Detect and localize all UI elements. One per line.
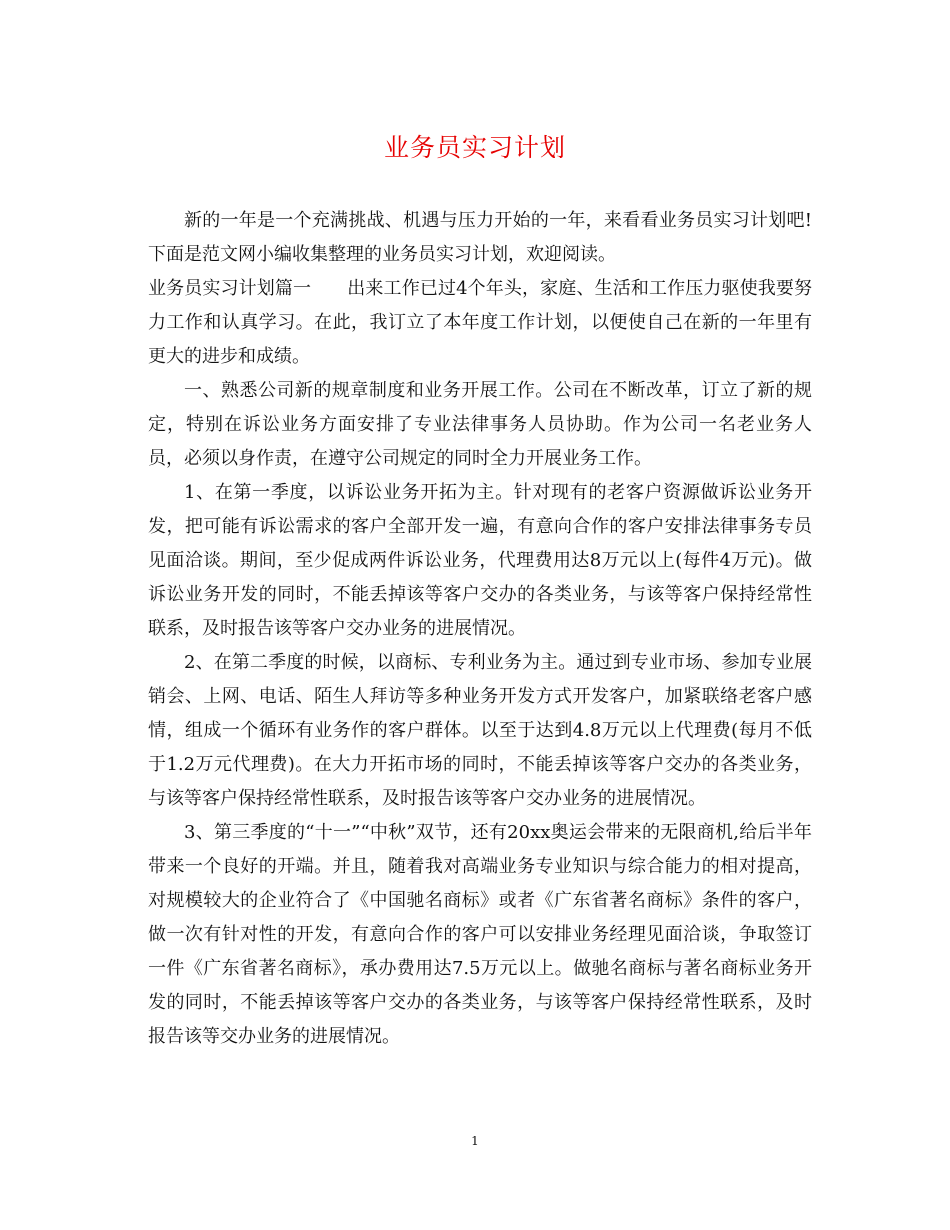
section-text: 出来工作已过4个年头，家庭、生活和工作压力驱使我要努力工作和认真学习。在此，我订立了本年度工作计划，以便使自己在新的一年里有更大的进步和成绩。 bbox=[148, 278, 812, 367]
body-paragraph-1: 一、熟悉公司新的规章制度和业务开展工作。公司在不断改革，订立了新的规定，特别在诉讼业务方面安排了专业法律事务人员协助。作为公司一名老业务人员，必须以身作责，在遵守公司规定的同时全力开展业务工作。 bbox=[148, 380, 812, 469]
page-title: 业务员实习计划 bbox=[383, 133, 566, 162]
section-heading: 业务员实习计划篇一 bbox=[148, 278, 312, 299]
body-paragraph-3: 2、在第二季度的时候，以商标、专利业务为主。通过到专业市场、参加专业展销会、上网、电话、陌生人拜访等多种业务开发方式开发客户，加紧联络老客户感情，组成一个循环有业务作的客户群体。以至于达到4.8万元以上代理费(每月不低于1.2万元代理费)。在大力开拓市场的同时，不能丢掉该等客户交办的各类业务，与该等客户保持经常性联系，及时报告该等客户交办业务的进展情况。 bbox=[148, 652, 812, 809]
intro-paragraph: 新的一年是一个充满挑战、机遇与压力开始的一年，来看看业务员实习计划吧!下面是范文网小编收集整理的业务员实习计划，欢迎阅读。 bbox=[148, 210, 812, 265]
body-paragraph-4: 3、第三季度的“十一”“中秋”双节，还有20xx奥运会带来的无限商机,给后半年带来一个良好的开端。并且，随着我对高端业务专业知识与综合能力的相对提高，对规模较大的企业符合了《中国驰名商标》或者《广东省著名商标》条件的客户，做一次有针对性的开发，有意向合作的客户可以安排业务经理见面洽谈，争取签订一件《广东省著名商标》，承办费用达7.5万元以上。做驰名商标与著名商标业务开发的同时，不能丢掉该等客户交办的各类业务，与该等客户保持经常性联系，及时报告该等交办业务的进展情况。 bbox=[148, 822, 812, 1047]
section-paragraph bbox=[148, 272, 812, 374]
page-number: 1 bbox=[471, 1134, 479, 1148]
body-paragraph-2: 1、在第一季度，以诉讼业务开拓为主。针对现有的老客户资源做诉讼业务开发，把可能有诉讼需求的客户全部开发一遍，有意向合作的客户安排法律事务专员见面洽谈。期间，至少促成两件诉讼业务，代理费用达8万元以上(每件4万元)。做诉讼业务开发的同时，不能丢掉该等客户交办的各类业务，与该等客户保持经常性联系，及时报告该等客户交办业务的进展情况。 bbox=[148, 482, 812, 639]
document-body bbox=[148, 204, 812, 1054]
